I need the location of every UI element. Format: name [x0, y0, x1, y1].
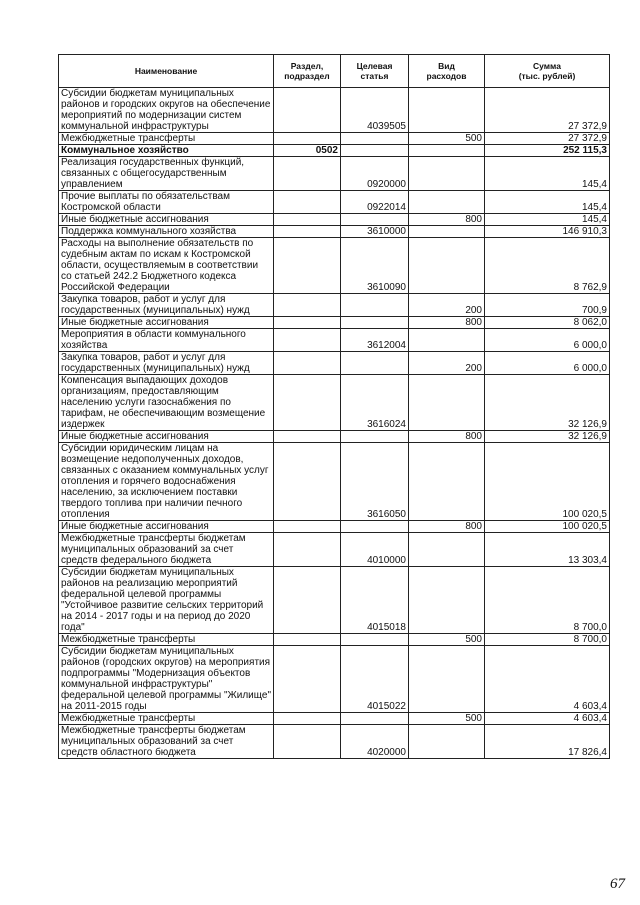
- cell-amount: 17 826,4: [485, 725, 610, 759]
- cell-expense-type: [409, 329, 485, 352]
- table-row: [59, 145, 610, 157]
- cell-name: Иные бюджетные ассигнования: [59, 214, 274, 226]
- cell-section: [274, 191, 341, 214]
- cell-target: [341, 431, 409, 443]
- cell-expense-type: [409, 725, 485, 759]
- cell-amount: 100 020,5: [485, 521, 610, 533]
- table-row: [59, 521, 610, 533]
- cell-name: Субсидии бюджетам муниципальных районов на реализацию мероприятий федеральной целевой программы "Устойчивое развитие сельских территорий на 2014 - 2017 годы и на период до 2020 года": [59, 567, 274, 634]
- table-row: [59, 634, 610, 646]
- cell-target: [341, 634, 409, 646]
- cell-name: Межбюджетные трансферты: [59, 634, 274, 646]
- cell-expense-type: 500: [409, 634, 485, 646]
- table-row: [59, 214, 610, 226]
- cell-section: [274, 157, 341, 191]
- cell-name: Межбюджетные трансферты бюджетам муниципальных образований за счет средств федерального бюджета: [59, 533, 274, 567]
- cell-target: [341, 713, 409, 725]
- cell-amount: 32 126,9: [485, 431, 610, 443]
- cell-name: Поддержка коммунального хозяйства: [59, 226, 274, 238]
- cell-amount: 145,4: [485, 191, 610, 214]
- cell-expense-type: [409, 226, 485, 238]
- cell-name: Компенсация выпадающих доходов организациям, предоставляющим населению услуги газоснабжения по тарифам, не обеспечивающим возмещение издержек: [59, 375, 274, 431]
- cell-section: [274, 317, 341, 329]
- page-number: 67: [610, 876, 625, 892]
- cell-amount: 4 603,4: [485, 713, 610, 725]
- cell-expense-type: [409, 567, 485, 634]
- budget-table: [58, 54, 610, 759]
- cell-amount: 27 372,9: [485, 88, 610, 133]
- cell-name: Субсидии юридическим лицам на возмещение недополученных доходов, связанных с оказанием коммунальных услуг отопления и горячего водоснабжения населению, за исключением поставки твердого топлива при наличии печного отопления: [59, 443, 274, 521]
- cell-target: 4015022: [341, 646, 409, 713]
- cell-expense-type: [409, 88, 485, 133]
- table-row: [59, 443, 610, 521]
- cell-section: [274, 725, 341, 759]
- cell-section: [274, 88, 341, 133]
- table-row: [59, 713, 610, 725]
- table-row: [59, 567, 610, 634]
- cell-section: [274, 521, 341, 533]
- cell-section: [274, 443, 341, 521]
- cell-name: Иные бюджетные ассигнования: [59, 521, 274, 533]
- cell-expense-type: [409, 375, 485, 431]
- cell-target: [341, 145, 409, 157]
- cell-target: [341, 294, 409, 317]
- cell-amount: 700,9: [485, 294, 610, 317]
- cell-name: Иные бюджетные ассигнования: [59, 317, 274, 329]
- cell-section: 0502: [274, 145, 341, 157]
- cell-expense-type: 500: [409, 133, 485, 145]
- cell-expense-type: [409, 145, 485, 157]
- cell-section: [274, 329, 341, 352]
- cell-name: Субсидии бюджетам муниципальных районов и городских округов на обеспечение мероприятий по модернизации систем коммунальной инфраструктуры: [59, 88, 274, 133]
- cell-amount: 4 603,4: [485, 646, 610, 713]
- cell-target: [341, 521, 409, 533]
- cell-target: 3610000: [341, 226, 409, 238]
- cell-amount: 145,4: [485, 157, 610, 191]
- cell-amount: 6 000,0: [485, 329, 610, 352]
- cell-section: [274, 238, 341, 294]
- cell-name: Межбюджетные трансферты: [59, 713, 274, 725]
- table-row: [59, 294, 610, 317]
- cell-amount: 27 372,9: [485, 133, 610, 145]
- table-row: [59, 431, 610, 443]
- cell-name: Закупка товаров, работ и услуг для государственных (муниципальных) нужд: [59, 294, 274, 317]
- header-name: Наименование: [59, 55, 274, 88]
- cell-name: Расходы на выполнение обязательств по судебным актам по искам к Костромской области, осуществляемым в соответствии со статьей 242.2 Бюджетного кодекса Российской Федерации: [59, 238, 274, 294]
- cell-amount: 145,4: [485, 214, 610, 226]
- table-row: [59, 375, 610, 431]
- cell-amount: 252 115,3: [485, 145, 610, 157]
- cell-amount: 8 700,0: [485, 567, 610, 634]
- table-row: [59, 646, 610, 713]
- cell-name: Субсидии бюджетам муниципальных районов (городских округов) на мероприятия подпрограммы "Модернизация объектов коммунальной инфраструктуры" федеральной целевой программы "Жилище" на 2011-2015 годы: [59, 646, 274, 713]
- table-row: [59, 533, 610, 567]
- cell-section: [274, 533, 341, 567]
- cell-section: [274, 214, 341, 226]
- header-target: Целевая статья: [341, 55, 409, 88]
- cell-amount: 6 000,0: [485, 352, 610, 375]
- cell-expense-type: 200: [409, 352, 485, 375]
- table-row: [59, 725, 610, 759]
- cell-name: Мероприятия в области коммунального хозяйства: [59, 329, 274, 352]
- table-header-row: [59, 55, 610, 88]
- cell-expense-type: 200: [409, 294, 485, 317]
- cell-target: 3616024: [341, 375, 409, 431]
- cell-amount: 13 303,4: [485, 533, 610, 567]
- cell-target: [341, 352, 409, 375]
- cell-expense-type: [409, 646, 485, 713]
- cell-expense-type: [409, 157, 485, 191]
- table-row: [59, 157, 610, 191]
- cell-expense-type: 800: [409, 317, 485, 329]
- cell-expense-type: 800: [409, 431, 485, 443]
- cell-expense-type: [409, 238, 485, 294]
- cell-section: [274, 634, 341, 646]
- table-row: [59, 238, 610, 294]
- cell-expense-type: [409, 533, 485, 567]
- cell-target: 4039505: [341, 88, 409, 133]
- cell-expense-type: 500: [409, 713, 485, 725]
- cell-target: 4010000: [341, 533, 409, 567]
- cell-section: [274, 375, 341, 431]
- cell-expense-type: 800: [409, 214, 485, 226]
- cell-amount: 8 062,0: [485, 317, 610, 329]
- cell-target: 4020000: [341, 725, 409, 759]
- cell-name: Закупка товаров, работ и услуг для государственных (муниципальных) нужд: [59, 352, 274, 375]
- cell-amount: 100 020,5: [485, 443, 610, 521]
- table-row: [59, 191, 610, 214]
- table-row: [59, 352, 610, 375]
- cell-name: Прочие выплаты по обязательствам Костромской области: [59, 191, 274, 214]
- cell-name: Иные бюджетные ассигнования: [59, 431, 274, 443]
- cell-target: 3610090: [341, 238, 409, 294]
- table-row: [59, 226, 610, 238]
- cell-amount: 8 700,0: [485, 634, 610, 646]
- cell-target: 0922014: [341, 191, 409, 214]
- cell-name: Реализация государственных функций, связанных с общегосударственным управлением: [59, 157, 274, 191]
- cell-target: 3612004: [341, 329, 409, 352]
- cell-target: [341, 133, 409, 145]
- cell-name: Межбюджетные трансферты бюджетам муниципальных образований за счет средств областного бюджета: [59, 725, 274, 759]
- table-row: [59, 133, 610, 145]
- header-section: Раздел, подраздел: [274, 55, 341, 88]
- cell-section: [274, 294, 341, 317]
- cell-expense-type: 800: [409, 521, 485, 533]
- cell-expense-type: [409, 443, 485, 521]
- cell-target: 3616050: [341, 443, 409, 521]
- table-row: [59, 329, 610, 352]
- cell-target: 4015018: [341, 567, 409, 634]
- cell-section: [274, 567, 341, 634]
- cell-target: 0920000: [341, 157, 409, 191]
- cell-section: [274, 431, 341, 443]
- cell-name: Межбюджетные трансферты: [59, 133, 274, 145]
- cell-amount: 146 910,3: [485, 226, 610, 238]
- cell-section: [274, 133, 341, 145]
- table-row: [59, 317, 610, 329]
- table-row: [59, 88, 610, 133]
- header-amount: Сумма (тыс. рублей): [485, 55, 610, 88]
- cell-expense-type: [409, 191, 485, 214]
- cell-name: Коммунальное хозяйство: [59, 145, 274, 157]
- header-expense-type: Вид расходов: [409, 55, 485, 88]
- cell-section: [274, 352, 341, 375]
- cell-amount: 8 762,9: [485, 238, 610, 294]
- cell-section: [274, 226, 341, 238]
- cell-target: [341, 214, 409, 226]
- cell-amount: 32 126,9: [485, 375, 610, 431]
- cell-section: [274, 713, 341, 725]
- cell-target: [341, 317, 409, 329]
- cell-section: [274, 646, 341, 713]
